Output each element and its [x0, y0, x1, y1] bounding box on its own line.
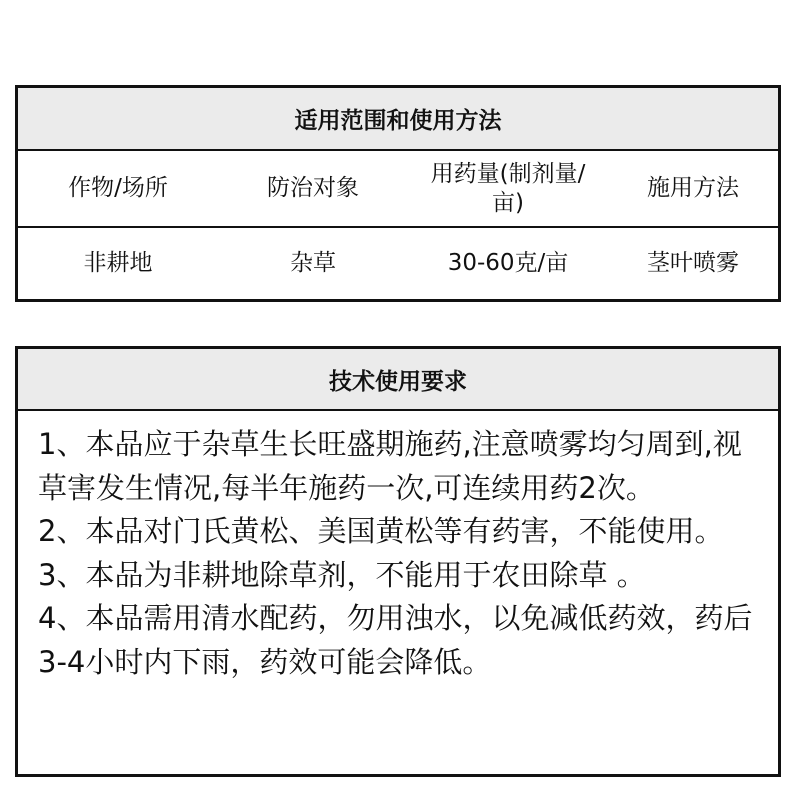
tech-requirements-list — [18, 411, 778, 684]
table-row — [18, 228, 778, 299]
cell-dosage: 30-60克/亩 — [447, 250, 569, 276]
requirement-item: 2、本品对门氏黄松、美国黄松等有药害，不能使用。 — [38, 514, 724, 548]
cell-target: 杂草 — [290, 250, 336, 276]
tech-requirements-box — [15, 346, 781, 777]
scope-table-title: 适用范围和使用方法 — [18, 88, 778, 151]
header-method: 施用方法 — [647, 175, 739, 201]
scope-usage-table — [15, 85, 781, 302]
cell-crop-site: 非耕地 — [83, 250, 153, 276]
requirement-item: 4、本品需用清水配药，勿用浊水，以免减低药效，药后3-4小时内下雨，药效可能会降低。 — [38, 601, 753, 679]
requirement-item: 3、本品为非耕地除草剂，不能用于农田除草 。 — [38, 557, 646, 592]
cell-method: 茎叶喷雾 — [647, 250, 739, 276]
requirement-item: 1、本品应于杂草生长旺盛期施药,注意喷雾均匀周到,视草害发生情况,每半年施药一次,可连续用药2次。 — [38, 427, 742, 505]
table-header-row — [18, 151, 778, 228]
header-dosage — [408, 151, 608, 226]
header-crop-site: 作物/场所 — [68, 175, 168, 201]
tech-title: 技术使用要求 — [18, 349, 778, 411]
header-target: 防治对象 — [267, 175, 359, 201]
header-dosage-text: 用药量(制剂量/亩) — [430, 160, 586, 216]
